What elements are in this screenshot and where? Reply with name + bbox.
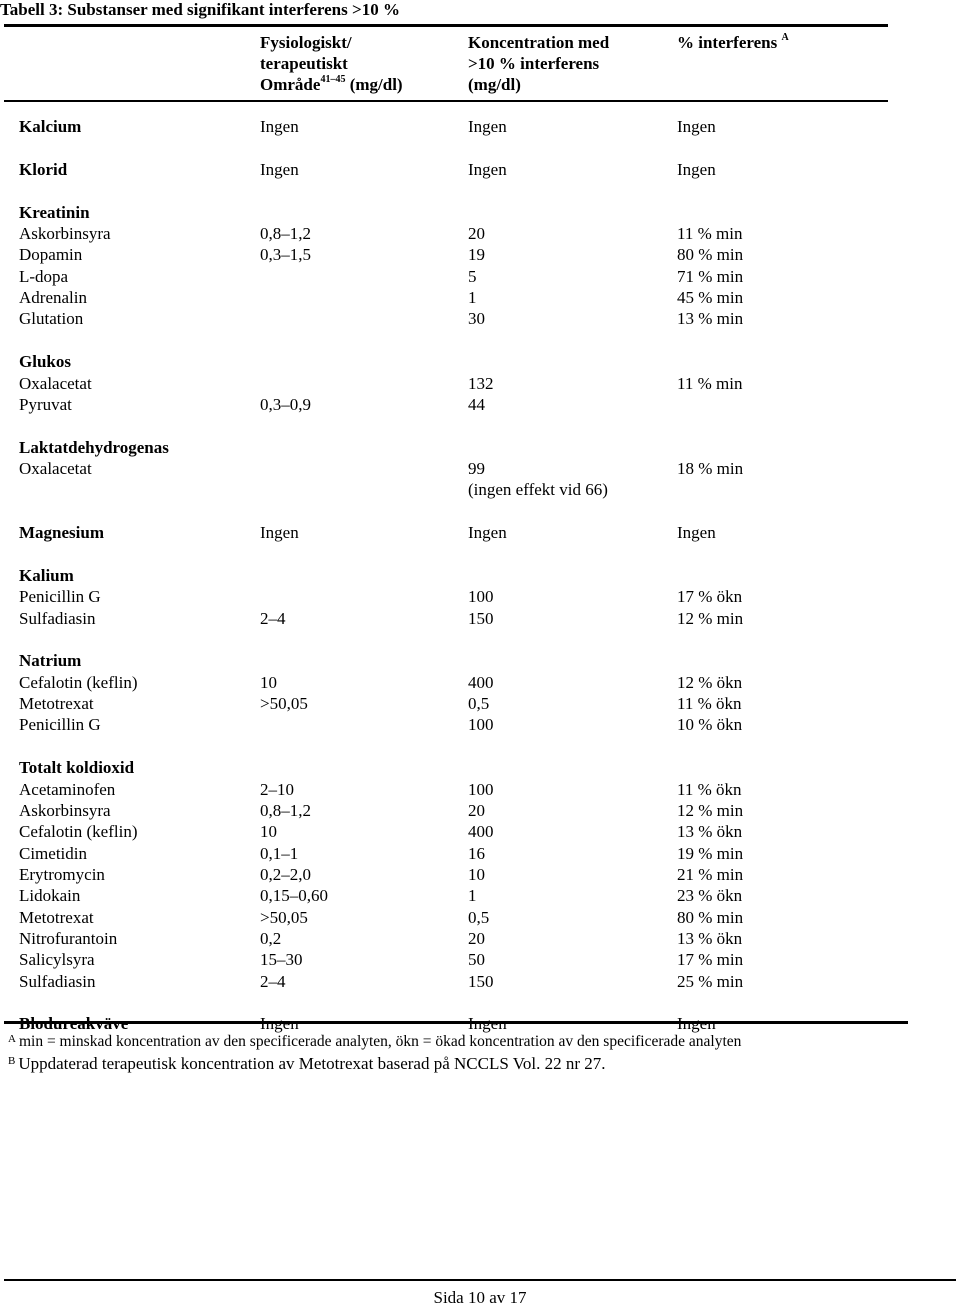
header-line-text: Område	[260, 75, 321, 94]
cell-interference-concentration: 400	[468, 822, 494, 842]
table-row	[0, 223, 960, 244]
cell-therapeutic-range: 0,8–1,2	[260, 224, 311, 243]
cell-interference-concentration: 20	[468, 928, 485, 948]
cell-therapeutic-range: 0,2	[260, 928, 282, 948]
cell-substance-name: Kreatinin	[19, 202, 90, 222]
header-line: (mg/dl)	[468, 75, 521, 94]
cell-therapeutic-range: 0,3–0,9	[260, 394, 311, 414]
cell-substance-name: Metotrexat	[19, 907, 94, 927]
cell-therapeutic-range: 10	[260, 672, 277, 692]
cell-interference-concentration: 400	[468, 672, 494, 692]
cell-interference-percent: 11 % min	[677, 224, 743, 243]
table-row	[0, 800, 960, 821]
cell-substance-name: Kalium	[19, 565, 74, 585]
cell-therapeutic-range: 0,3–1,5	[260, 245, 311, 265]
cell-interference-concentration: Ingen	[468, 117, 507, 136]
cell-substance-name: Salicylsyra	[19, 950, 95, 970]
cell-interference-percent: 80 % min	[677, 907, 744, 927]
cell-interference-concentration: 100	[468, 779, 494, 799]
header-reference-superscript: 41–45	[320, 74, 346, 86]
cell-interference-percent: 12 % ökn	[677, 672, 743, 692]
cell-substance-name: Sulfadiasin	[19, 971, 96, 991]
cell-therapeutic-range: 0,15–0,60	[260, 886, 328, 906]
table-row	[0, 479, 960, 500]
footnote-a	[8, 1031, 948, 1053]
table-row	[0, 693, 960, 714]
table-row	[0, 928, 960, 949]
table-row	[0, 821, 960, 842]
cell-interference-concentration: 100	[468, 587, 494, 607]
cell-interference-concentration: Ingen	[468, 523, 507, 543]
cell-therapeutic-range: 0,1–1	[260, 843, 299, 863]
cell-interference-concentration: Ingen	[468, 1014, 507, 1034]
cell-substance-name: Penicillin G	[19, 715, 101, 735]
cell-interference-percent: 21 % min	[677, 864, 744, 884]
cell-substance-name: Laktatdehydrogenas	[19, 437, 169, 457]
cell-substance-name: Metotrexat	[19, 694, 94, 714]
header-line: Koncentration med	[468, 33, 610, 52]
cell-interference-percent: 17 % min	[677, 950, 744, 970]
table-group-row	[0, 351, 960, 372]
cell-interference-concentration: 0,5	[468, 907, 490, 927]
cell-substance-name: Askorbinsyra	[19, 800, 111, 820]
cell-substance-name: Kalcium	[19, 117, 82, 136]
cell-therapeutic-range: 2–10	[260, 779, 294, 799]
cell-interference-percent: Ingen	[677, 159, 716, 179]
cell-substance-name: Adrenalin	[19, 288, 87, 307]
header-line-text: % interferens	[677, 33, 782, 52]
cell-interference-concentration: 132	[468, 373, 494, 393]
table-row	[0, 586, 960, 607]
cell-substance-name: Magnesium	[19, 523, 104, 543]
footer-rule	[4, 1279, 956, 1281]
cell-substance-name: Glutation	[19, 309, 84, 329]
cell-interference-concentration: Ingen	[468, 159, 507, 179]
cell-substance-name: Klorid	[19, 159, 68, 179]
table-group-row	[0, 650, 960, 671]
cell-substance-name: Cimetidin	[19, 843, 87, 863]
cell-interference-percent: Ingen	[677, 1014, 716, 1034]
cell-substance-name: Askorbinsyra	[19, 224, 111, 243]
table-row	[0, 885, 960, 906]
cell-interference-concentration: 99	[468, 459, 485, 478]
cell-interference-concentration: 100	[468, 715, 494, 735]
table-row	[0, 458, 960, 479]
cell-interference-percent: 71 % min	[677, 266, 744, 286]
cell-interference-percent: 25 % min	[677, 971, 744, 991]
footnote-text: min = minskad koncentration av den specificerade analyten, ökn = ökad koncentration av den specificerade analyten	[18, 1033, 742, 1050]
cell-interference-percent: 13 % ökn	[677, 928, 743, 948]
table-row	[0, 287, 960, 308]
header-line: terapeutiskt	[260, 54, 348, 73]
cell-interference-concentration: 150	[468, 971, 494, 991]
cell-therapeutic-range: Ingen	[260, 1014, 299, 1034]
table-row	[0, 843, 960, 864]
cell-interference-percent: 10 % ökn	[677, 715, 743, 735]
cell-substance-name: Cefalotin (keflin)	[19, 672, 138, 692]
footnote-marker: A	[8, 1033, 16, 1045]
table-row	[0, 714, 960, 735]
table-group-row	[0, 202, 960, 223]
cell-substance-name: Cefalotin (keflin)	[19, 822, 138, 842]
cell-substance-name: Totalt koldioxid	[19, 758, 135, 778]
cell-substance-name: Oxalacetat	[19, 373, 92, 393]
table-row	[0, 608, 960, 629]
cell-therapeutic-range: 0,8–1,2	[260, 800, 311, 820]
table-group-row	[0, 116, 960, 137]
cell-therapeutic-range: Ingen	[260, 117, 299, 136]
cell-interference-percent: 11 % ökn	[677, 779, 742, 799]
table-row	[0, 266, 960, 287]
footnotes	[8, 1031, 948, 1075]
cell-interference-percent: 13 % ökn	[677, 822, 743, 842]
cell-interference-concentration: 0,5	[468, 694, 490, 714]
table-row	[0, 971, 960, 992]
cell-interference-concentration: 1	[468, 288, 477, 307]
cell-substance-name: Erytromycin	[19, 864, 105, 884]
table-group-row	[0, 565, 960, 586]
cell-interference-percent: 12 % min	[677, 608, 744, 628]
cell-substance-name: Acetaminofen	[19, 779, 116, 799]
cell-therapeutic-range: 10	[260, 822, 277, 842]
cell-interference-concentration: 16	[468, 843, 485, 863]
cell-interference-concentration: 10	[468, 864, 485, 884]
cell-substance-name: Glukos	[19, 352, 71, 372]
cell-interference-percent: 13 % min	[677, 309, 744, 329]
cell-substance-name: Pyruvat	[19, 394, 72, 414]
table-group-row	[0, 522, 960, 543]
cell-interference-concentration: 44	[468, 394, 485, 414]
footnote-text: Uppdaterad terapeutisk koncentration av Metotrexat baserad på NCCLS Vol. 22 nr 27.	[18, 1054, 606, 1073]
footnote-b	[8, 1053, 948, 1075]
cell-interference-concentration: 5	[468, 266, 477, 286]
table-row	[0, 394, 960, 415]
table-group-row	[0, 437, 960, 458]
cell-therapeutic-range: Ingen	[260, 523, 299, 543]
cell-interference-concentration: 30	[468, 309, 485, 329]
cell-interference-percent: 45 % min	[677, 288, 744, 307]
table-row	[0, 864, 960, 885]
cell-interference-percent: 80 % min	[677, 245, 744, 265]
cell-substance-name: Oxalacetat	[19, 459, 92, 478]
footnote-marker: B	[8, 1055, 16, 1067]
cell-therapeutic-range: >50,05	[260, 694, 308, 714]
table-row	[0, 907, 960, 928]
table-row	[0, 779, 960, 800]
cell-interference-percent: 23 % ökn	[677, 886, 743, 906]
cell-substance-name: Nitrofurantoin	[19, 928, 118, 948]
cell-therapeutic-range: 0,2–2,0	[260, 864, 311, 884]
cell-substance-name: Lidokain	[19, 886, 81, 906]
header-line: Fysiologiskt/	[260, 33, 352, 52]
cell-therapeutic-range: 2–4	[260, 971, 286, 991]
table-group-row	[0, 159, 960, 180]
cell-interference-concentration: 20	[468, 800, 485, 820]
cell-substance-name: Sulfadiasin	[19, 608, 96, 628]
table-row	[0, 949, 960, 970]
table-row	[0, 373, 960, 394]
cell-interference-percent: 11 % min	[677, 373, 743, 393]
cell-interference-concentration: 50	[468, 950, 485, 970]
cell-interference-percent: 19 % min	[677, 843, 744, 863]
cell-interference-concentration: 150	[468, 608, 494, 628]
cell-substance-name: L-dopa	[19, 266, 69, 286]
header-line-unit: (mg/dl)	[345, 75, 403, 94]
table-group-row	[0, 757, 960, 778]
cell-interference-concentration: 20	[468, 224, 485, 243]
cell-interference-concentration: 1	[468, 886, 477, 906]
table-bottom-rule	[4, 1021, 908, 1024]
table-row	[0, 308, 960, 329]
cell-substance-name: Blodureakväve	[19, 1014, 129, 1034]
cell-therapeutic-range: 2–4	[260, 608, 286, 628]
cell-interference-concentration: (ingen effekt vid 66)	[468, 480, 608, 500]
cell-substance-name: Penicillin G	[19, 587, 101, 607]
table-caption: Tabell 3: Substanser med signifikant interferens >10 %	[0, 0, 400, 19]
cell-interference-concentration: 19	[468, 245, 485, 265]
header-footnote-marker: A	[781, 32, 789, 44]
cell-interference-percent: Ingen	[677, 117, 716, 136]
cell-interference-percent: 11 % ökn	[677, 694, 742, 714]
cell-interference-percent: 18 % min	[677, 459, 744, 478]
cell-interference-percent: 12 % min	[677, 800, 744, 820]
header-line: >10 % interferens	[468, 54, 600, 73]
cell-therapeutic-range: >50,05	[260, 907, 308, 927]
cell-interference-percent: 17 % ökn	[677, 587, 743, 607]
page-number: Sida 10 av 17	[433, 1288, 527, 1307]
cell-substance-name: Natrium	[19, 651, 82, 671]
cell-therapeutic-range: 15–30	[260, 950, 303, 970]
table-row	[0, 672, 960, 693]
cell-interference-percent: Ingen	[677, 523, 716, 543]
cell-substance-name: Dopamin	[19, 245, 83, 265]
cell-therapeutic-range: Ingen	[260, 159, 299, 179]
table-row	[0, 244, 960, 265]
